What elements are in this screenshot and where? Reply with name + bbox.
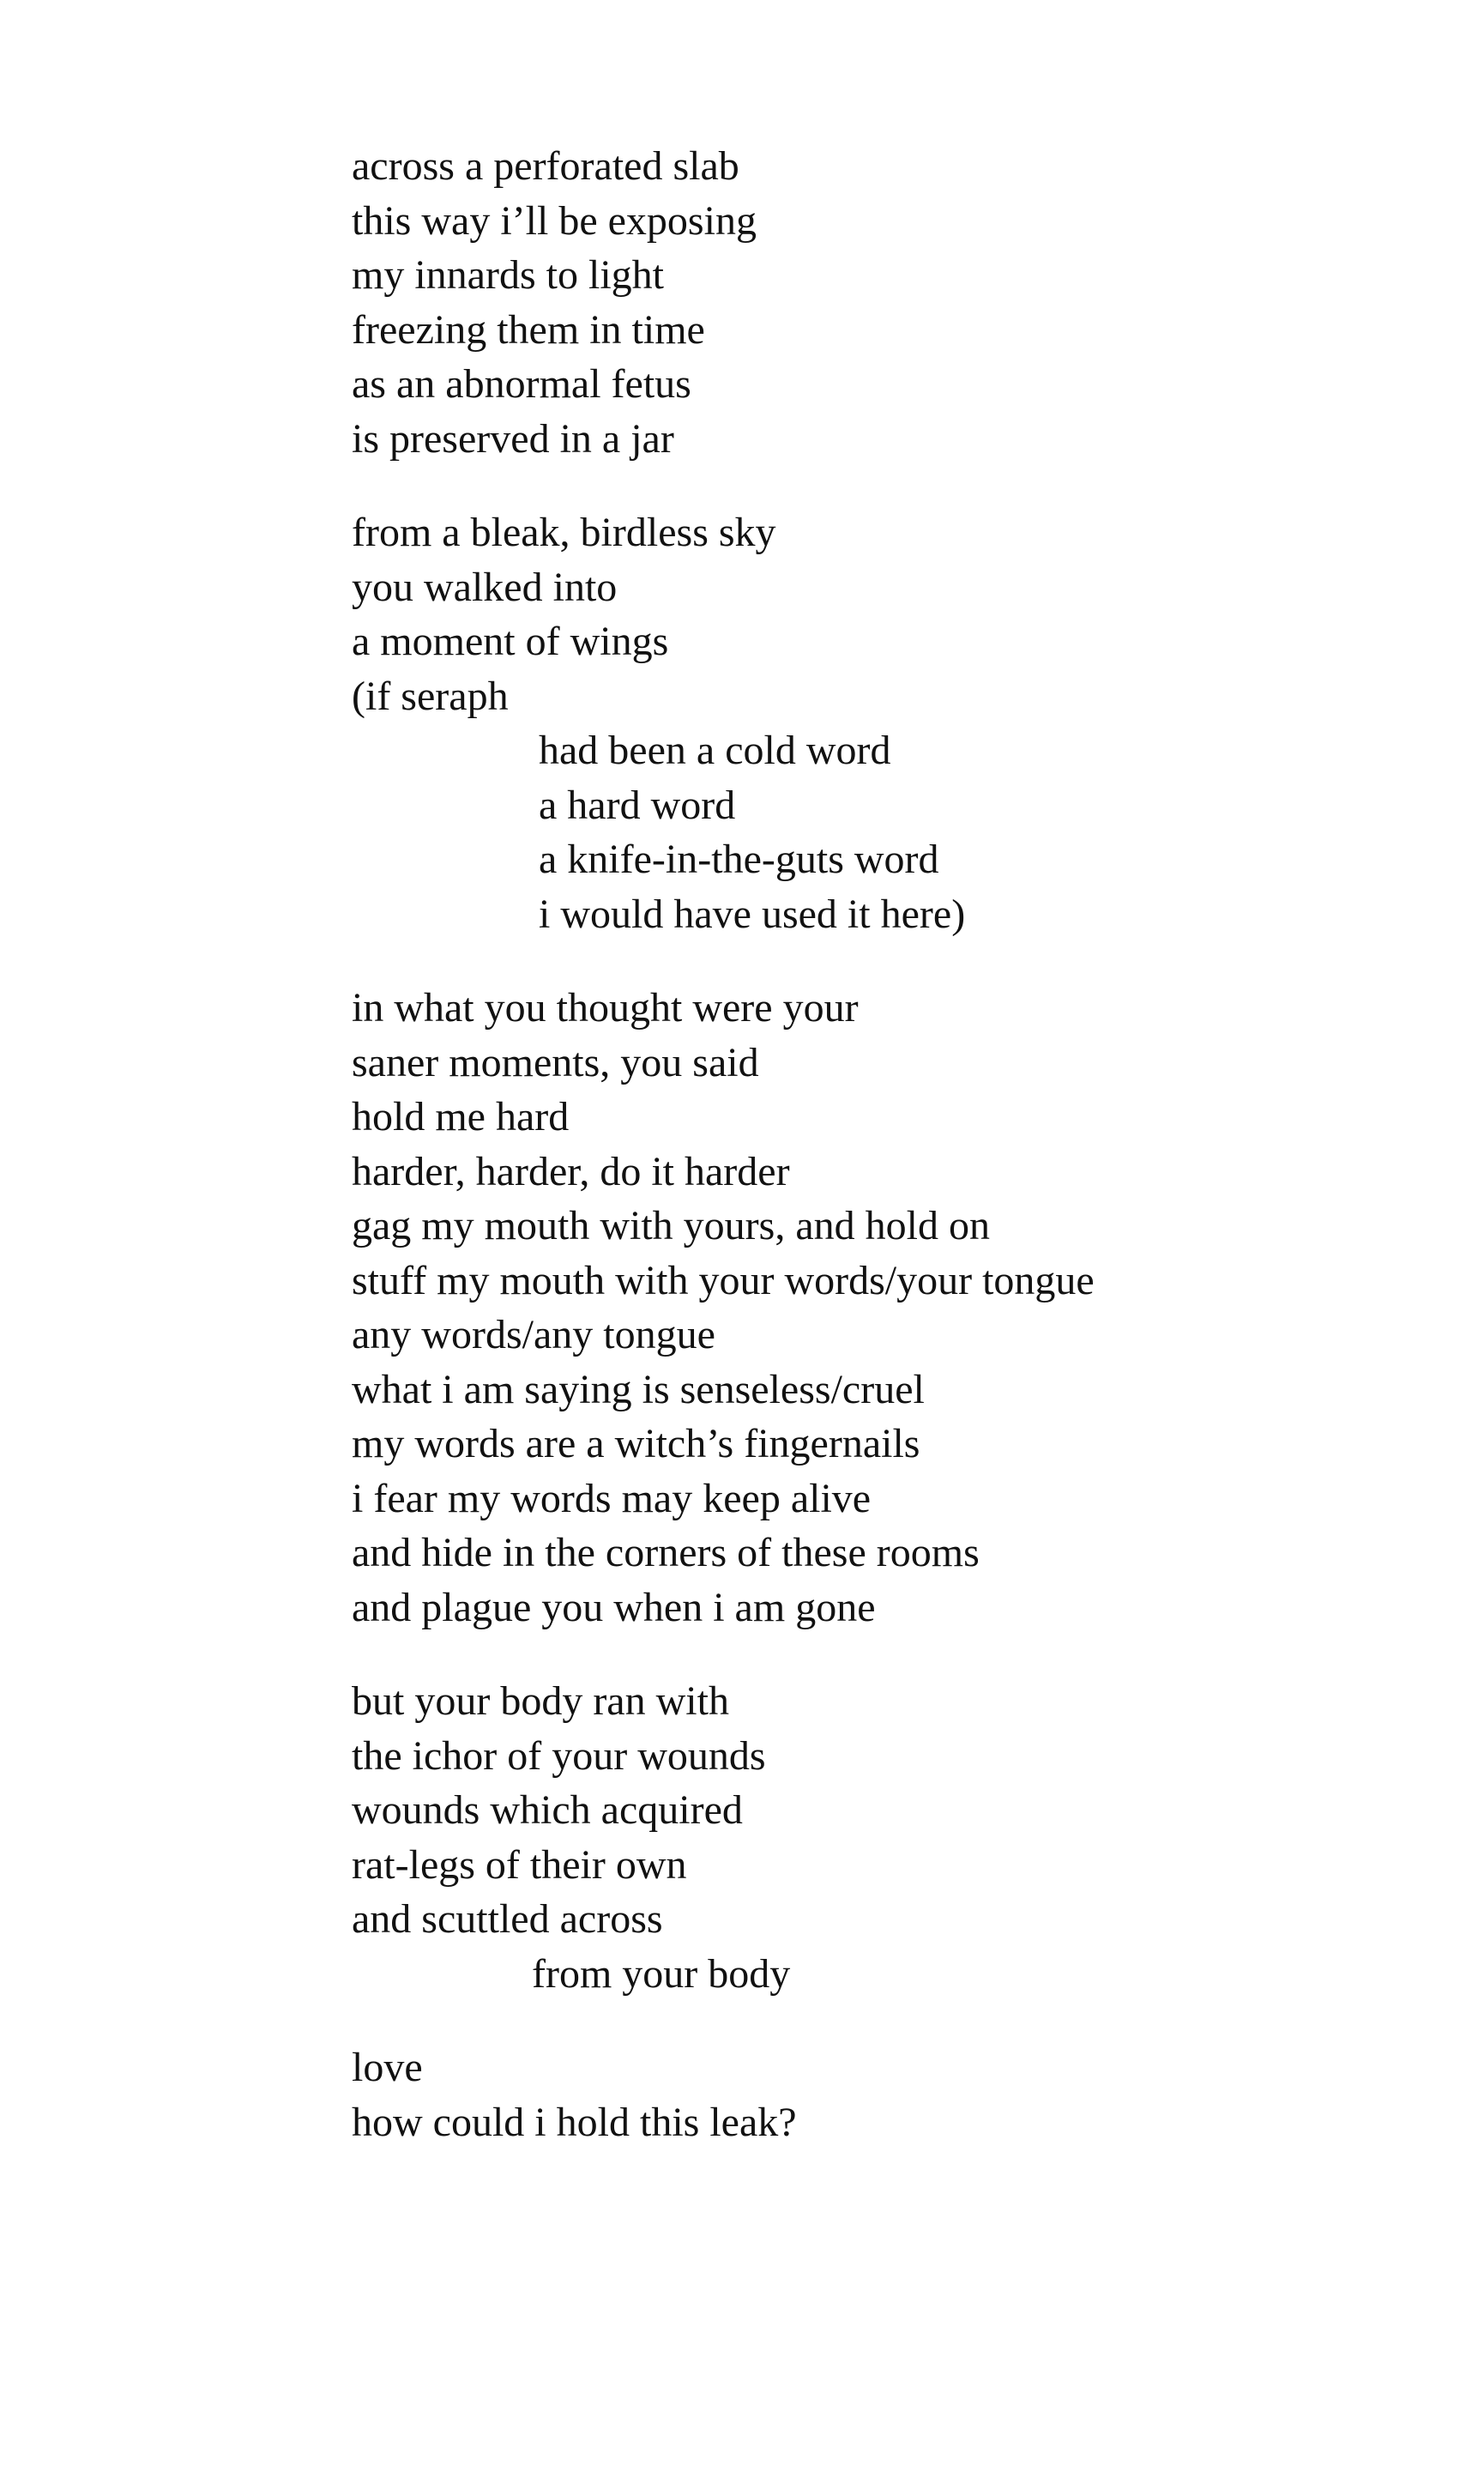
poem-line: wounds which acquired xyxy=(352,1787,743,1833)
poem-line: how could i hold this leak? xyxy=(352,2099,797,2145)
poem-line: but your body ran with xyxy=(352,1678,729,1724)
poem-line: what i am saying is senseless/cruel xyxy=(352,1366,925,1412)
poem-line: you walked into xyxy=(352,564,618,610)
poem-line: hold me hard xyxy=(352,1094,570,1139)
poem-line: my words are a witch’s fingernails xyxy=(352,1421,920,1466)
poem-line: this way i’ll be exposing xyxy=(352,197,757,244)
poem-line: as an abnormal fetus xyxy=(352,361,691,407)
poem-line: the ichor of your wounds xyxy=(352,1732,766,1779)
poem-line-indented: a knife-in-the-guts word xyxy=(539,837,939,882)
poem-line: and plague you when i am gone xyxy=(352,1584,876,1630)
poem-line: stuff my mouth with your words/your tongue xyxy=(352,1257,1095,1303)
stanza-2 xyxy=(352,505,1381,941)
stanza-3 xyxy=(352,981,1381,1635)
poem-line-indented: i would have used it here) xyxy=(539,891,966,937)
poem-line-indented: a hard word xyxy=(539,782,736,828)
poem-line: rat-legs of their own xyxy=(352,1841,687,1888)
poem-line-indented: had been a cold word xyxy=(539,728,891,773)
stanza-5 xyxy=(352,2040,1381,2149)
poem-line: my innards to light xyxy=(352,252,664,298)
poem-line: i fear my words may keep alive xyxy=(352,1475,872,1521)
poem-line: love xyxy=(352,2045,423,2090)
poem-line: (if seraph xyxy=(352,673,509,719)
poem-line: from a bleak, birdless sky xyxy=(352,510,776,555)
stanza-1 xyxy=(352,139,1381,466)
poem-line: any words/any tongue xyxy=(352,1312,715,1357)
poem-line: gag my mouth with yours, and hold on xyxy=(352,1203,990,1248)
poem-line: and hide in the corners of these rooms xyxy=(352,1530,980,1575)
poem-line: in what you thought were your xyxy=(352,985,859,1031)
poem-line: is preserved in a jar xyxy=(352,415,674,462)
poem-line: and scuttled across xyxy=(352,1896,663,1942)
poem-line-indented: from your body xyxy=(532,1950,791,1997)
poem-line: freezing them in time xyxy=(352,306,705,353)
poem-line: across a perforated slab xyxy=(352,143,739,189)
stanza-4 xyxy=(352,1674,1381,2001)
poem-body xyxy=(352,139,1381,2189)
poem-line: saner moments, you said xyxy=(352,1039,759,1085)
poem-line: harder, harder, do it harder xyxy=(352,1148,790,1194)
poem-line: a moment of wings xyxy=(352,619,669,664)
